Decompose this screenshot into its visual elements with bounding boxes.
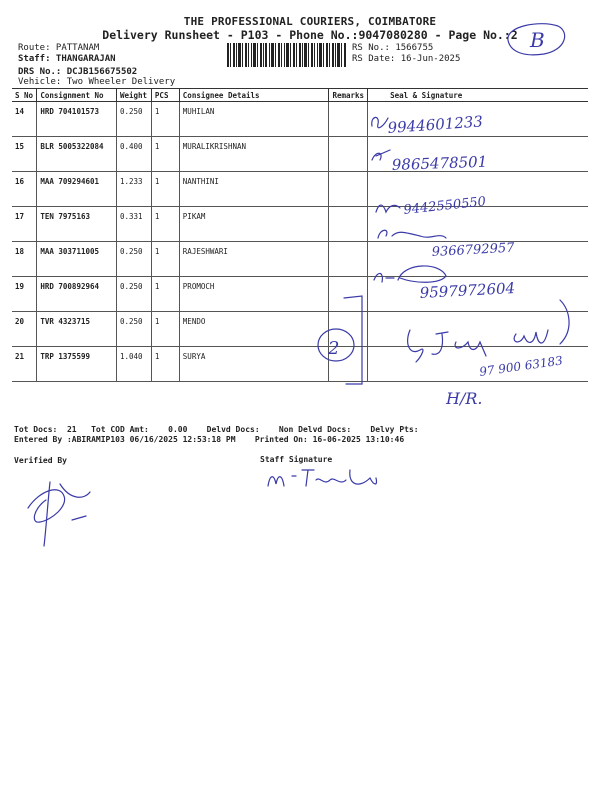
- handwritten-phone: 9597972604: [419, 279, 516, 302]
- consignment-number: MAA 709294601: [37, 172, 117, 207]
- column-header: Remarks: [329, 89, 368, 102]
- weight: 1.040: [116, 347, 151, 382]
- serial-number: 20: [12, 312, 37, 347]
- weight: 0.331: [116, 207, 151, 242]
- pieces: 1: [151, 347, 179, 382]
- staff-signature-label: Staff Signature: [260, 455, 333, 464]
- column-header: Consignee Details: [179, 89, 329, 102]
- weight: 0.400: [116, 137, 151, 172]
- weight: 0.250: [116, 242, 151, 277]
- consignment-number: HRD 704101573: [37, 102, 117, 137]
- serial-number: 18: [12, 242, 37, 277]
- consignment-number: MAA 303711005: [37, 242, 117, 277]
- rs-date: RS Date: 16-Jun-2025: [352, 54, 461, 64]
- signature-scribble: [560, 300, 569, 344]
- handwritten-phone: 97 900 63183: [478, 353, 564, 379]
- pieces: 1: [151, 137, 179, 172]
- serial-number: 21: [12, 347, 37, 382]
- signature-scribble: [376, 205, 400, 212]
- pieces: 1: [151, 102, 179, 137]
- column-header: Weight: [116, 89, 151, 102]
- signature-scribble: [514, 330, 548, 343]
- page-mark-letter: B: [530, 28, 545, 52]
- consignment-number: TRP 1375599: [37, 347, 117, 382]
- verifier-signature: [28, 482, 90, 546]
- rs-number: RS No.: 1566755: [352, 43, 434, 53]
- consignee-name: MUHILAN: [179, 102, 329, 137]
- consignment-number: TEN 7975163: [37, 207, 117, 242]
- entered-by-line: Entered By :ABIRAMIP103 06/16/2025 12:53:18 PM Printed On: 16-06-2025 13:10:46: [14, 435, 405, 444]
- consignee-name: SURYA: [179, 347, 329, 382]
- totals-line: Tot Docs: 21 Tot COD Amt: 0.00 Delvd Docs: Non Delvd Docs: Delvy Pts:: [14, 425, 419, 434]
- signature-scribble: [372, 117, 388, 127]
- consignment-number: HRD 700892964: [37, 277, 117, 312]
- consignee-name: MURALIKRISHNAN: [179, 137, 329, 172]
- pieces: 1: [151, 277, 179, 312]
- weight: 0.250: [116, 312, 151, 347]
- handwritten-phone: 9366792957: [431, 240, 515, 260]
- serial-number: 19: [12, 277, 37, 312]
- handwritten-initials: H/R.: [446, 389, 483, 408]
- staff-signature-scribble: [268, 470, 377, 486]
- weight: 0.250: [116, 277, 151, 312]
- verified-by-label: Verified By: [14, 456, 67, 465]
- handwritten-phone: 9944601233: [387, 112, 484, 137]
- consignee-name: MENDO: [179, 312, 329, 347]
- consignee-name: PIKAM: [179, 207, 329, 242]
- signature-scribble: [378, 230, 446, 238]
- staff-label: Staff: THANGARAJAN: [18, 54, 116, 64]
- column-header: S No: [12, 89, 37, 102]
- weight: 1.233: [116, 172, 151, 207]
- serial-number: 16: [12, 172, 37, 207]
- signature-scribble: [432, 332, 486, 356]
- pieces: 1: [151, 242, 179, 277]
- company-title: THE PROFESSIONAL COURIERS, COIMBATORE: [183, 15, 437, 28]
- consignee-name: NANTHINI: [179, 172, 329, 207]
- serial-number: 14: [12, 102, 37, 137]
- signature-scribble: [408, 330, 423, 362]
- consignment-number: TVR 4323715: [37, 312, 117, 347]
- signature-scribble: [372, 150, 390, 160]
- consignee-name: PROMOCH: [179, 277, 329, 312]
- serial-number: 15: [12, 137, 37, 172]
- pieces: 1: [151, 172, 179, 207]
- remark-circle-number: 2: [328, 338, 340, 359]
- serial-number: 17: [12, 207, 37, 242]
- consignee-name: RAJESHWARI: [179, 242, 329, 277]
- handwritten-phone: 9442550550: [402, 194, 487, 218]
- drs-number: DRS No.: DCJB156675502: [18, 67, 138, 77]
- weight: 0.250: [116, 102, 151, 137]
- column-header: Consignment No: [37, 89, 117, 102]
- pieces: 1: [151, 207, 179, 242]
- pieces: 1: [151, 312, 179, 347]
- handwritten-phone: 9865478501: [391, 152, 488, 174]
- runsheet-subtitle: Delivery Runsheet - P103 - Phone No.:9047080280 - Page No.:2: [102, 28, 518, 42]
- vehicle-label: Vehicle: Two Wheeler Delivery: [18, 77, 176, 87]
- column-header: Seal & Signature: [368, 89, 588, 102]
- column-header: PCS: [151, 89, 179, 102]
- consignment-number: BLR 5005322084: [37, 137, 117, 172]
- route-label: Route: PATTANAM: [18, 43, 100, 53]
- signature-scribble: [374, 266, 446, 282]
